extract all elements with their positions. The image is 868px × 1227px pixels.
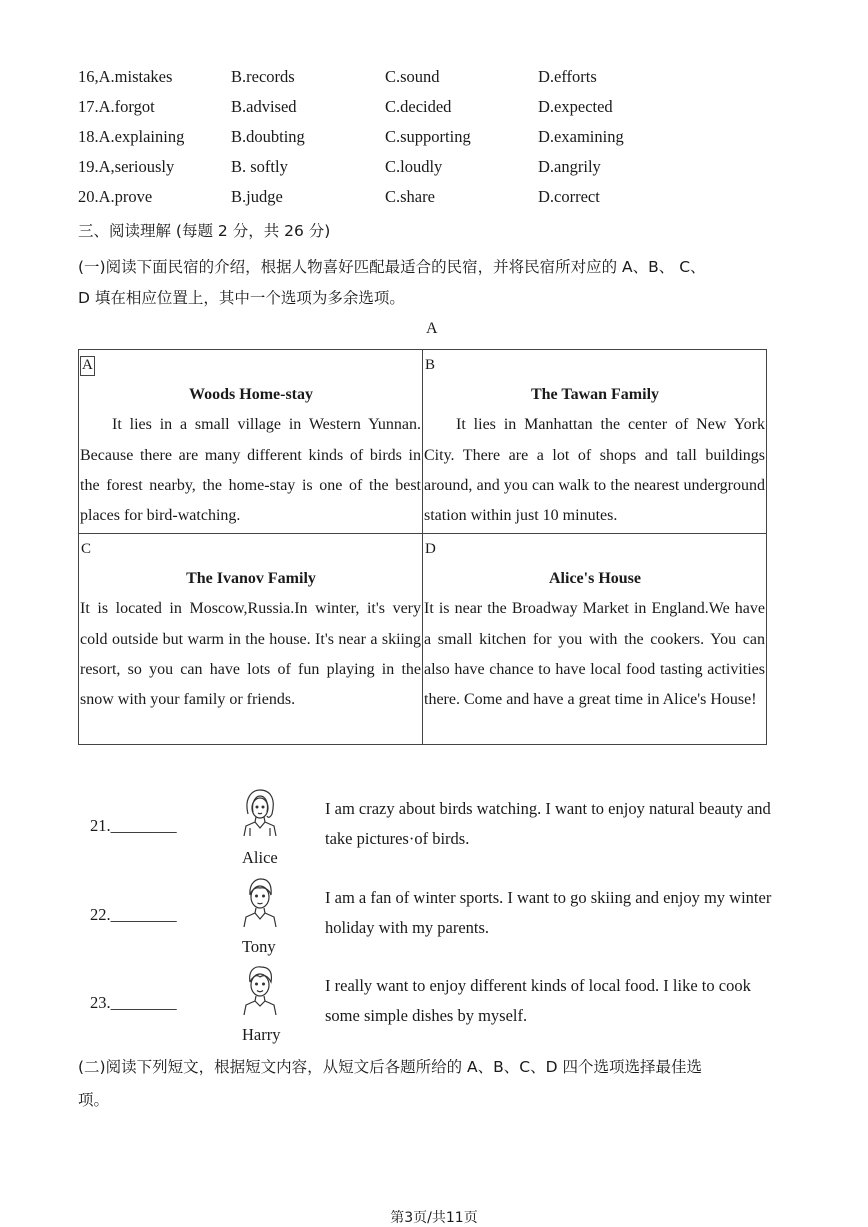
person-row-harry (78, 965, 788, 1051)
answer-blank[interactable]: 23.________ (90, 993, 177, 1012)
homestay-description: It lies in a small village in Western Yunnan. Because there are many different kinds of birds in the forest nearby, the home-stay is one of the best places for bird-watching. (80, 416, 421, 525)
option-c: C.decided (385, 97, 452, 116)
homestay-title: The Tawan Family (530, 386, 660, 404)
person-name: Alice (242, 848, 278, 867)
person-row-tony (78, 877, 788, 963)
option-d: D.correct (538, 187, 600, 206)
homestay-letter: B (425, 357, 436, 373)
option-d: D.efforts (538, 67, 597, 86)
option-b: B.judge (231, 187, 283, 206)
page-number: 第3页/共11页 (390, 1210, 478, 1226)
person-quote: I am crazy about birds watching. I want to enjoy natural beauty and take pictures·of birds. (325, 799, 771, 848)
homestay-description: It lies in Manhattan the center of New York City. There are a lot of shops and tall buildings around, and you can walk to the nearest underground station within just 10 minutes. (424, 416, 765, 525)
boy-avatar-icon (240, 877, 280, 933)
option-a: 19.A,seriously (78, 157, 175, 176)
part2-instruction-line1: (二)阅读下列短文，根据短文内容，从短文后各题所给的 A、B、C、D 四个选项选择最佳选 (78, 1058, 702, 1076)
option-c: C.share (385, 187, 435, 206)
person-name: Harry (242, 1025, 281, 1044)
option-row-20 (78, 187, 778, 217)
homestay-title: Alice's House (549, 570, 641, 588)
homestay-letter: A (80, 356, 95, 376)
option-a: 18.A.explaining (78, 127, 185, 146)
option-a: 17.A.forgot (78, 97, 155, 116)
option-row-16 (78, 67, 778, 97)
option-c: C.sound (385, 67, 440, 86)
person-quote: I really want to enjoy different kinds of local food. I like to cook some simple dishes by myself. (325, 976, 751, 1025)
answer-blank[interactable]: 21.________ (90, 816, 177, 835)
homestay-description: It is near the Broadway Market in England.We have a small kitchen for you with the cookers. You can also have chance to have local food tasting activities there. Come and have a great time in Alice's House! (424, 600, 765, 709)
option-b: B.records (231, 67, 295, 86)
option-row-19 (78, 157, 778, 187)
homestay-letter: C (81, 541, 92, 557)
option-row-17 (78, 97, 778, 127)
homestay-b (423, 350, 767, 534)
homestay-c (79, 534, 423, 745)
option-a: 20.A.prove (78, 187, 153, 206)
homestay-title: Woods Home-stay (189, 386, 313, 404)
answer-blank[interactable]: 22.________ (90, 905, 177, 924)
option-d: D.examining (538, 127, 624, 146)
option-c: C.supporting (385, 127, 471, 146)
option-row-18 (78, 127, 778, 157)
section-heading: 三、阅读理解 (每题 2 分，共 26 分) (78, 222, 331, 240)
homestay-d (423, 534, 767, 745)
part2-instruction-line2: 项。 (78, 1091, 110, 1109)
option-d: D.angrily (538, 157, 601, 176)
option-a: 16,A.mistakes (78, 67, 173, 86)
part1-instruction-line2: D 填在相应位置上，其中一个选项为多余选项。 (78, 289, 405, 307)
homestay-description: It is located in Moscow,Russia.In winter, it's very cold outside but warm in the house. It's near a skiing resort, so you can have lots of fun playing in the snow with your family or friends. (80, 600, 421, 709)
homestay-letter: D (425, 541, 436, 557)
homestay-title: The Ivanov Family (186, 570, 316, 588)
option-b: B.advised (231, 97, 297, 116)
girl-avatar-icon (240, 788, 280, 844)
homestay-a (79, 350, 423, 534)
person-row-alice (78, 788, 788, 874)
passage-label: A (426, 320, 438, 337)
homestay-table (78, 349, 767, 745)
boy-avatar-icon (240, 965, 280, 1021)
option-d: D.expected (538, 97, 613, 116)
option-b: B. softly (231, 157, 288, 176)
option-c: C.loudly (385, 157, 443, 176)
person-quote: I am a fan of winter sports. I want to go skiing and enjoy my winter holiday with my parents. (325, 888, 772, 937)
option-b: B.doubting (231, 127, 305, 146)
part1-instruction-line1: (一)阅读下面民宿的介绍，根据人物喜好匹配最适合的民宿，并将民宿所对应的 A、B、 C、 (78, 258, 706, 276)
person-name: Tony (242, 937, 276, 956)
